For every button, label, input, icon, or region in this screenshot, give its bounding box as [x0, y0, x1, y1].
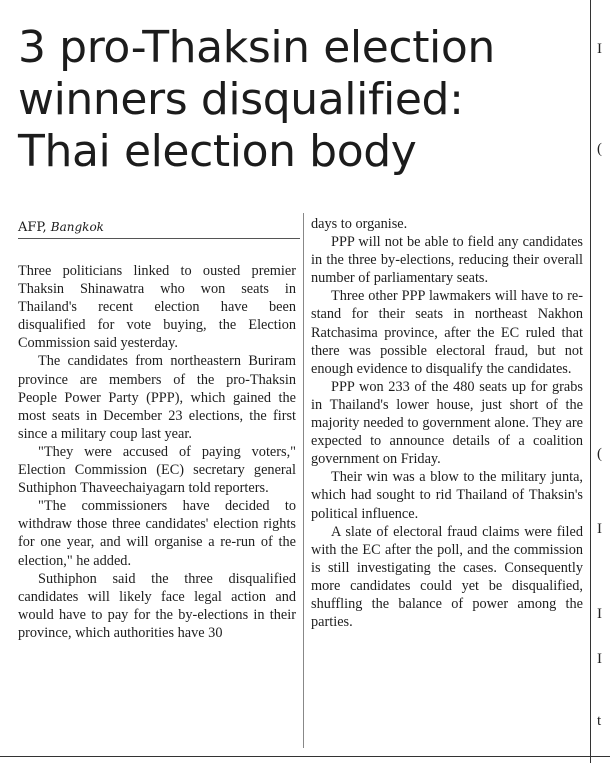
column-divider: [303, 213, 304, 748]
left-column: [18, 262, 296, 642]
adjacent-article-fragment: I: [597, 606, 602, 622]
bottom-edge: [0, 756, 610, 757]
adjacent-article-fragment: t: [597, 713, 602, 729]
byline-agency: AFP,: [18, 220, 47, 235]
paragraph: "They were accused of paying voters," Election Commission (EC) secretary general Suthiphon Thaveechaiyagarn told reporters.: [18, 443, 296, 497]
byline: [18, 219, 104, 236]
headline: [18, 22, 583, 178]
adjacent-article-fragment: (: [597, 141, 602, 157]
paragraph-continuation: days to organise.: [311, 216, 408, 232]
paragraph: Three other PPP lawmakers will have to re-stand for their seats in northeast Nakhon Ratchasima province, after the EC ruled that there was possible electoral fraud, but not enough evidence to disqualify the candidates.: [311, 288, 583, 377]
paragraph: The candidates from northeastern Buriram province are members of the pro-Thaksin People Power Party (PPP), which gained the most seats in December 23 elections, the first since a military coup last year.: [18, 353, 296, 442]
paragraph: Their win was a blow to the military junta, which had sought to rid Thailand of Thaksin's political influence.: [311, 469, 583, 522]
paragraph: PPP won 233 of the 480 seats up for grabs in Thailand's lower house, just short of the majority needed to government alone. They are expected to announce details of a coalition government on Friday.: [311, 378, 583, 468]
byline-place: Bangkok: [50, 220, 104, 234]
headline-line: Thai election body: [18, 126, 417, 177]
adjacent-article-fragment: I: [597, 41, 602, 57]
adjacent-article-fragment: (: [597, 446, 602, 462]
paragraph: Suthiphon said the three disqualified candidates will likely face legal action and would have to pay for the by-elections in their province, which authorities have 30: [18, 570, 296, 641]
paragraph: Three politicians linked to ousted premier Thaksin Shinawatra who won seats in Thailand's recent election have been disqualified for vote buying, the Election Commission said yesterday.: [18, 263, 296, 352]
headline-line: 3 pro-Thaksin election: [18, 22, 495, 73]
adjacent-article-fragment: I: [597, 651, 602, 667]
paragraph: PPP will not be able to field any candidates in the three by-elections, reducing their overall number of parliamentary seats.: [311, 234, 583, 287]
paragraph: A slate of electoral fraud claims were filed with the EC after the poll, and the commission is still investigating the cases. Consequently more candidates could yet be disqualified, shuffling the balance of power among the parties.: [311, 523, 583, 631]
paragraph: "The commissioners have decided to withdraw those three candidates' election rights for one year, and will organise a re-run of the election," he added.: [18, 498, 296, 569]
right-column: [311, 215, 583, 631]
adjacent-article-edge: [590, 0, 591, 763]
headline-line: winners disqualified:: [18, 74, 464, 125]
adjacent-article-fragment: I: [597, 521, 602, 537]
byline-rule: [18, 238, 300, 239]
